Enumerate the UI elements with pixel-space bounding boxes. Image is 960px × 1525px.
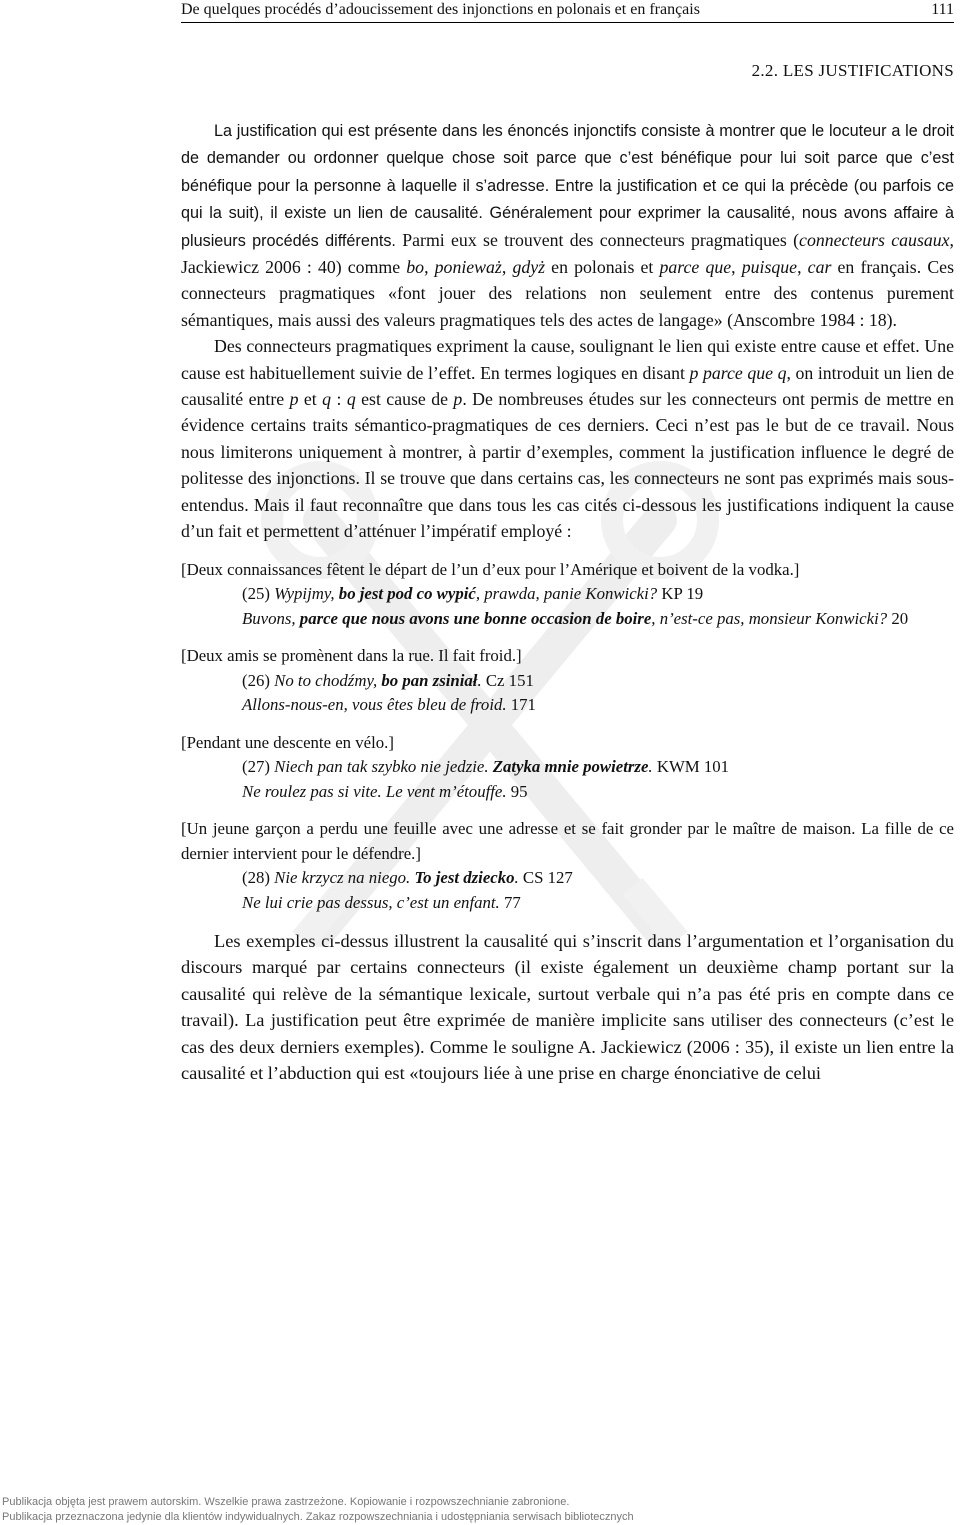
example-number: (25)	[242, 584, 275, 603]
example-26	[181, 644, 954, 718]
italic-term: q	[322, 389, 332, 410]
page-number: 111	[931, 1, 954, 18]
examples-block	[181, 558, 954, 916]
justification-bold: bo pan zsiniał	[381, 670, 478, 690]
text-run: . De nombreuses études sur les connecteurs ont permis de mettre en évidence certains traits sémantico-pragmatiques de ces derniers. Ceci n’est pas le but de ce travail. Nous nous limiterons uniquement à montrer, à partir d’exemples, comment la justification influence le degré de politesse des injonctions. Il se trouve que dans certains cas, les connecteurs ne sont pas exprimés mais sous-entendus. Mais il faut reconnaître que dans tous les cas cités ci-dessous les justifications indiquent la cause d’un fait et permettent d’atténuer l’impératif employé :	[181, 389, 954, 542]
copyright-footer	[2, 1495, 634, 1525]
italic-term: connecteurs causaux	[799, 229, 950, 250]
example-polish-line	[181, 866, 954, 891]
justification-bold: bo jest pod co wypić	[338, 584, 476, 603]
text-run: ,	[424, 257, 435, 278]
example-french-line	[181, 891, 954, 916]
text-run: , on introduit un lien de causalité entre	[181, 362, 954, 410]
italic-run: No to chodźmy,	[274, 670, 382, 690]
example-number: (28)	[242, 868, 275, 887]
example-source: KWM 101	[652, 757, 730, 776]
example-25	[181, 558, 954, 632]
justification-bold: Zatyka mnie powietrze	[492, 757, 649, 776]
text-run: en polonais et	[545, 257, 660, 278]
italic-term: p	[289, 389, 299, 410]
example-source: Cz 151	[481, 670, 534, 690]
italic-term: p parce que q	[689, 362, 787, 383]
footer-line-2: Publikacja przeznaczona jedynie dla klientów indywidualnych. Zakaz rozpowszechniania i udostępniania serwisach bibliotecznych	[2, 1511, 634, 1523]
example-27	[181, 731, 954, 805]
text-run: Parmi eux se trouvent des connecteurs pragmatiques (	[395, 229, 800, 250]
italic-run: Niech pan tak szybko nie jedzie.	[274, 757, 493, 776]
justification-bold: parce que nous avons une bonne occasion de boire	[299, 608, 652, 628]
example-source: KP 19	[657, 584, 704, 603]
footer-line-1: Publikacja objęta jest prawem autorskim. Wszelkie prawa zastrzeżone. Kopiowanie i rozpowszechnianie zabronione.	[2, 1496, 570, 1508]
body-text	[181, 117, 954, 1086]
justification-bold: To jest dziecko	[414, 868, 515, 887]
italic-run: .	[648, 757, 653, 776]
text-run: :	[331, 389, 347, 410]
example-french-line	[181, 607, 954, 632]
paragraph-3	[181, 928, 954, 1086]
italic-run: Ne lui crie pas dessus, c’est un enfant.	[242, 892, 500, 912]
example-context: [Pendant une descente en vélo.]	[181, 732, 394, 752]
italic-term: car	[807, 257, 832, 278]
italic-run: .	[514, 868, 519, 887]
header-rule	[181, 22, 954, 23]
running-title: De quelques procédés d’adoucissement des injonctions en polonais et en français	[181, 1, 700, 18]
paragraph-3-text: Les exemples ci-dessus illustrent la causalité qui s’inscrit dans l’argumentation et l’organisation du discours marqué par certains connecteurs (il existe également un deuxième champ portant sur la causalité qui relève de la sémantique lexicale, surtout verbale qui n’a pas été pris en compte dans ce travail). La justification peut être exprimée de manière implicite sans utiliser des connecteurs (c’est le cas des deux derniers exemples). Comme le souligne A. Jackiewicz (2006 : 35), il existe un lien entre la causalité et l’abduction qui est «toujours liée à une prise en charge énonciative de celui	[181, 931, 954, 1084]
italic-term: ponieważ	[434, 257, 502, 278]
text-run: ,	[731, 257, 742, 278]
italic-run: , prawda, panie Konwicki?	[475, 584, 658, 603]
example-number: (27)	[242, 757, 275, 776]
italic-run: Buvons,	[242, 608, 300, 628]
example-polish-line	[181, 582, 954, 607]
italic-term: puisque	[741, 257, 798, 278]
section-heading: 2.2. LES JUSTIFICATIONS	[751, 61, 954, 80]
paragraph-1	[181, 117, 954, 333]
italic-term: gdyż	[512, 257, 546, 278]
text-run: ,	[797, 257, 808, 278]
italic-run: Wypijmy,	[274, 584, 339, 603]
example-number: (26)	[242, 670, 275, 690]
example-source: CS 127	[518, 868, 573, 887]
example-french-line	[181, 693, 954, 718]
italic-term: parce que	[659, 257, 732, 278]
italic-term: bo	[406, 257, 425, 278]
text-run: ,	[501, 257, 513, 278]
example-source: 171	[506, 695, 536, 714]
example-source: 95	[506, 781, 528, 801]
italic-run: Ne roulez pas si vite. Le vent m’étouffe.	[242, 781, 507, 801]
example-polish-line	[181, 755, 954, 780]
example-source: 77	[499, 892, 521, 912]
paragraph-1-intro: La justification qui est présente dans les énoncés injonctifs consiste à montrer que le locuteur a le droit de demander ou ordonner quelque chose soit parce que c’est bénéfique pour lui soit parce que c’est bénéfique pour la personne à laquelle il s’adresse. Entre la justification et ce qui la précède (ou parfois ce qui la suit), il existe un lien de causalité. Généralement pour exprimer la causalité, nous avons affaire à plusieurs procédés différents.	[181, 122, 954, 250]
example-context: [Un jeune garçon a perdu une feuille avec une adresse et se fait gronder par le maître de maison. La fille de ce dernier intervient pour le défendre.]	[181, 819, 954, 863]
example-28	[181, 817, 954, 915]
running-header	[181, 0, 954, 20]
text-run: Des connecteurs pragmatiques expriment la cause, soulignant le lien qui existe entre cause et effet. Une cause est habituellement suivie de l’effet. En termes logiques en disant	[181, 336, 954, 383]
text-run: est cause de	[355, 389, 454, 410]
text-run: , Jackiewicz 2006 : 40) comme	[181, 229, 954, 278]
italic-run: .	[477, 670, 482, 690]
example-polish-line	[181, 669, 954, 694]
example-source: 20	[887, 608, 909, 628]
text-run: et	[298, 389, 323, 410]
paragraph-2	[181, 333, 954, 544]
italic-run: Allons-nous-en, vous êtes bleu de froid.	[242, 695, 507, 714]
example-context: [Deux amis se promènent dans la rue. Il fait froid.]	[181, 646, 522, 665]
italic-term: q	[346, 389, 356, 410]
italic-run: Nie krzycz na niego.	[274, 868, 415, 887]
text-run: en français. Ces connecteurs pragmatiques «font jouer des relations non seulement entre des contenus purement sémantiques, mais aussi des valeurs pragmatiques tels des actes de langage» (Anscombre 1984 : 18).	[181, 257, 954, 330]
italic-term: p	[453, 389, 463, 410]
example-french-line	[181, 780, 954, 805]
italic-run: , n’est-ce pas, monsieur Konwicki?	[651, 608, 888, 628]
example-context: [Deux connaissances fêtent le départ de l’un d’eux pour l’Amérique et boivent de la vodka.]	[181, 559, 800, 579]
